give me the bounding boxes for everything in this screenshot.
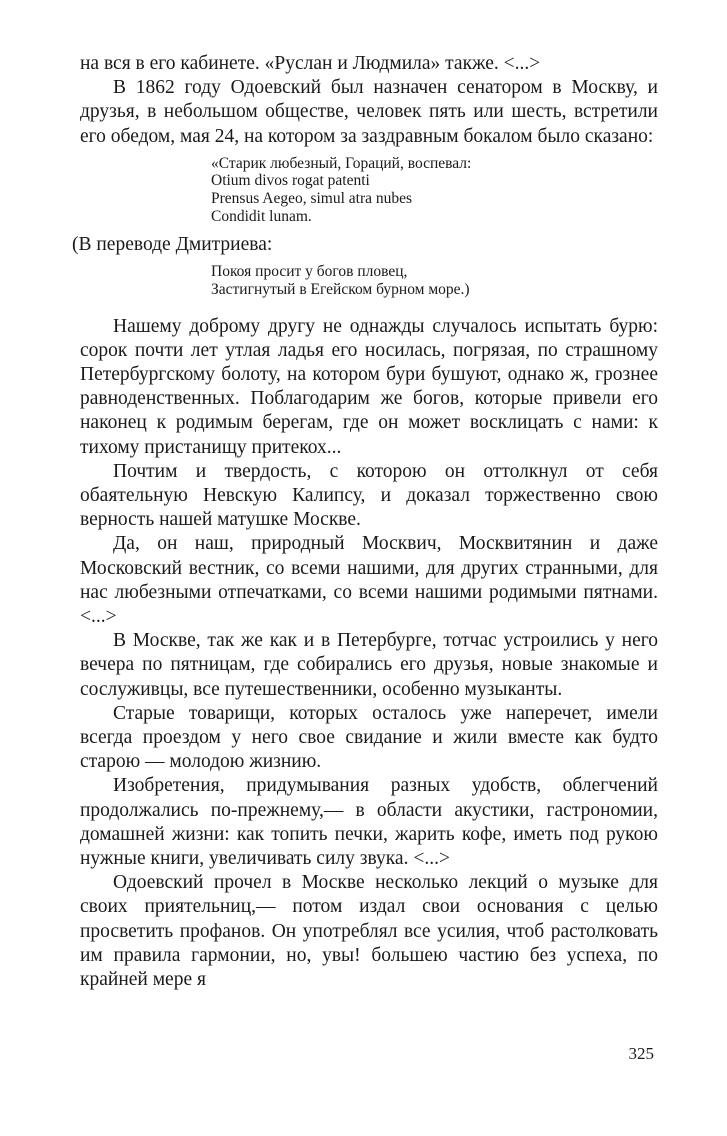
paragraph-old-comrades: Старые товарищи, которых осталось уже наперечет, имели всегда проездом у него свое свидание и жили вместе как будто старою — молодою жизнию. bbox=[80, 702, 658, 773]
verse-line: Покоя просит у богов пловец, bbox=[211, 263, 408, 281]
translation-intro: (В переводе Дмитриева: bbox=[72, 234, 273, 256]
verse-line: Condidit lunam. bbox=[211, 207, 312, 225]
paragraph-storm: Нашему доброму другу не однажды случалось испытать бурю: сорок почти лет утлая ладья его носилась, погрязая, по страшному Петербургскому болоту, на котором бури бушуют, однако ж, грознее равноденственных. Поблагодарим же богов, которые привели его наконец к родимым берегам, где он может восклицать с нами: к тихому пристанищу притекох... bbox=[80, 315, 658, 458]
paragraph-lectures: Одоевский прочел в Москве несколько лекций о музыке для своих приятельниц,— потом издал свои основания с целью просветить профанов. Он употреблял все усилия, чтоб растолковать им правила гармонии, но, увы! большею частию без успеха, по крайней мере я bbox=[80, 872, 658, 991]
paragraph-muscovite: Да, он наш, природный Москвич, Москвитянин и даже Московский вестник, со всеми нашими, для других странными, для нас любезными отпечатками, со всеми нашими родимыми пятнами. <...> bbox=[80, 533, 658, 628]
verse-line: Otium divos rogat patenti bbox=[211, 172, 370, 190]
verse-line: Prensus Aegeo, simul atra nubes bbox=[211, 190, 413, 207]
paragraph-inventions: Изобретения, придумывания разных удобств, облегчений продолжались по-прежнему,— в области акустики, гастрономии, домашней жизни: как топить печки, жарить кофе, иметь под рукою нужные книги, увеличивать силу звука. <...> bbox=[80, 775, 658, 870]
paragraph-firmness: Почтим и твердость, с которою он оттолкнул от себя обаятельную Невскую Калипсу, и доказал торжественно свою верность нашей матушке Москве. bbox=[80, 460, 658, 531]
verse-line: Застигнутый в Егейском бурном море.) bbox=[211, 280, 470, 298]
translation-verse-quote bbox=[211, 263, 658, 298]
paragraph-continuation: на вся в его кабинете. «Руслан и Людмила» также. <...> bbox=[80, 53, 541, 74]
verse-line: «Старик любезный, Гораций, воспевал: bbox=[211, 154, 472, 172]
page-number: 325 bbox=[628, 1044, 654, 1063]
latin-verse-quote bbox=[211, 155, 658, 225]
book-page bbox=[72, 52, 658, 992]
paragraph-evenings: В Москве, так же как и в Петербурге, тотчас устроились у него вечера по пятницам, где собирались его друзья, новые знакомые и сослуживцы, все путешественники, особенно музыканты. bbox=[80, 630, 658, 700]
paragraph-senator-appointment: В 1862 году Одоевский был назначен сенатором в Москву, и друзья, в небольшом обществе, человек пять или шесть, встретили его обедом, мая 24, на котором за заздравным бокалом было сказано: bbox=[80, 77, 658, 147]
